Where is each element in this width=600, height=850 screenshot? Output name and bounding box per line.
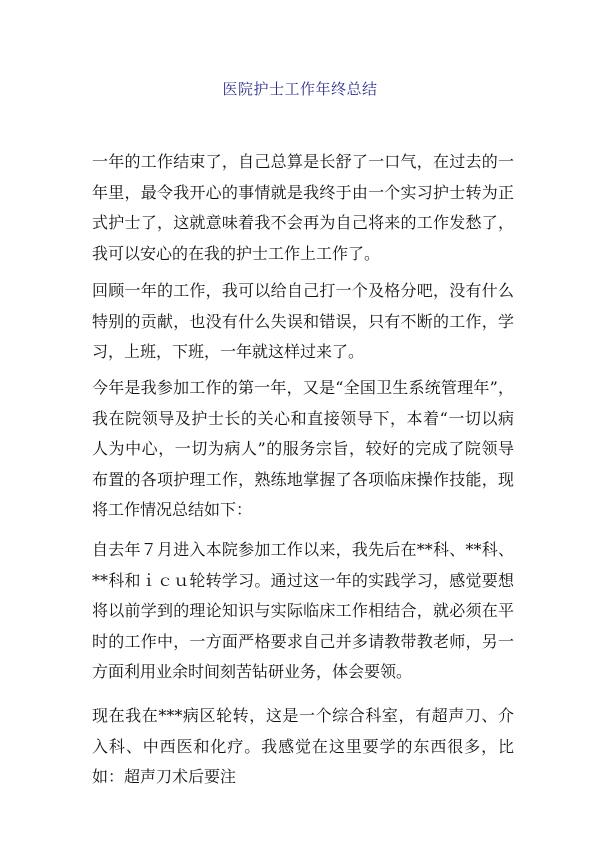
paragraph-5: 现在我在***病区轮转，这是一个综合科室，有超声刀、介入科、中西医和化疗。我感觉在这里要学的东西很多，比如：超声刀术后要注 [92,706,514,786]
paragraph-1: 一年的工作结束了，自己总算是长舒了一口气，在过去的一年里，最令我开心的事情就是我终于由一个实习护士转为正式护士了，这就意味着我不会再为自己将来的工作发愁了，我可以安心的在我的护士工作上工作了。 [92,152,514,263]
document-title: 医院护士工作年终总结 [222,80,378,98]
paragraph-2: 回顾一年的工作，我可以给自己打一个及格分吧，没有什么特别的贡献，也没有什么失误和错误，只有不断的工作，学习，上班，下班，一年就这样过来了。 [92,281,514,361]
paragraph-4: 自去年７月进入本院参加工作以来，我先后在**科、**科、**科和ｉｃｕ轮转学习。通过这一年的实践学习，感觉要想将以前学到的理论知识与实际临床工作相结合，就必须在平时的工作中，一方面严格要求自己并多请教带教老师，另一方面利用业余时间刻苦钻研业务，体会要领。 [92,540,514,681]
paragraph-3: 今年是我参加工作的第一年，又是“全国卫生系统管理年”，我在院领导及护士长的关心和直接领导下，本着“一切以病人为中心，一切为病人”的服务宗旨，较好的完成了院领导布置的各项护理工作，熟练地掌握了各项临床操作技能，现将工作情况总结如下： [92,378,514,519]
